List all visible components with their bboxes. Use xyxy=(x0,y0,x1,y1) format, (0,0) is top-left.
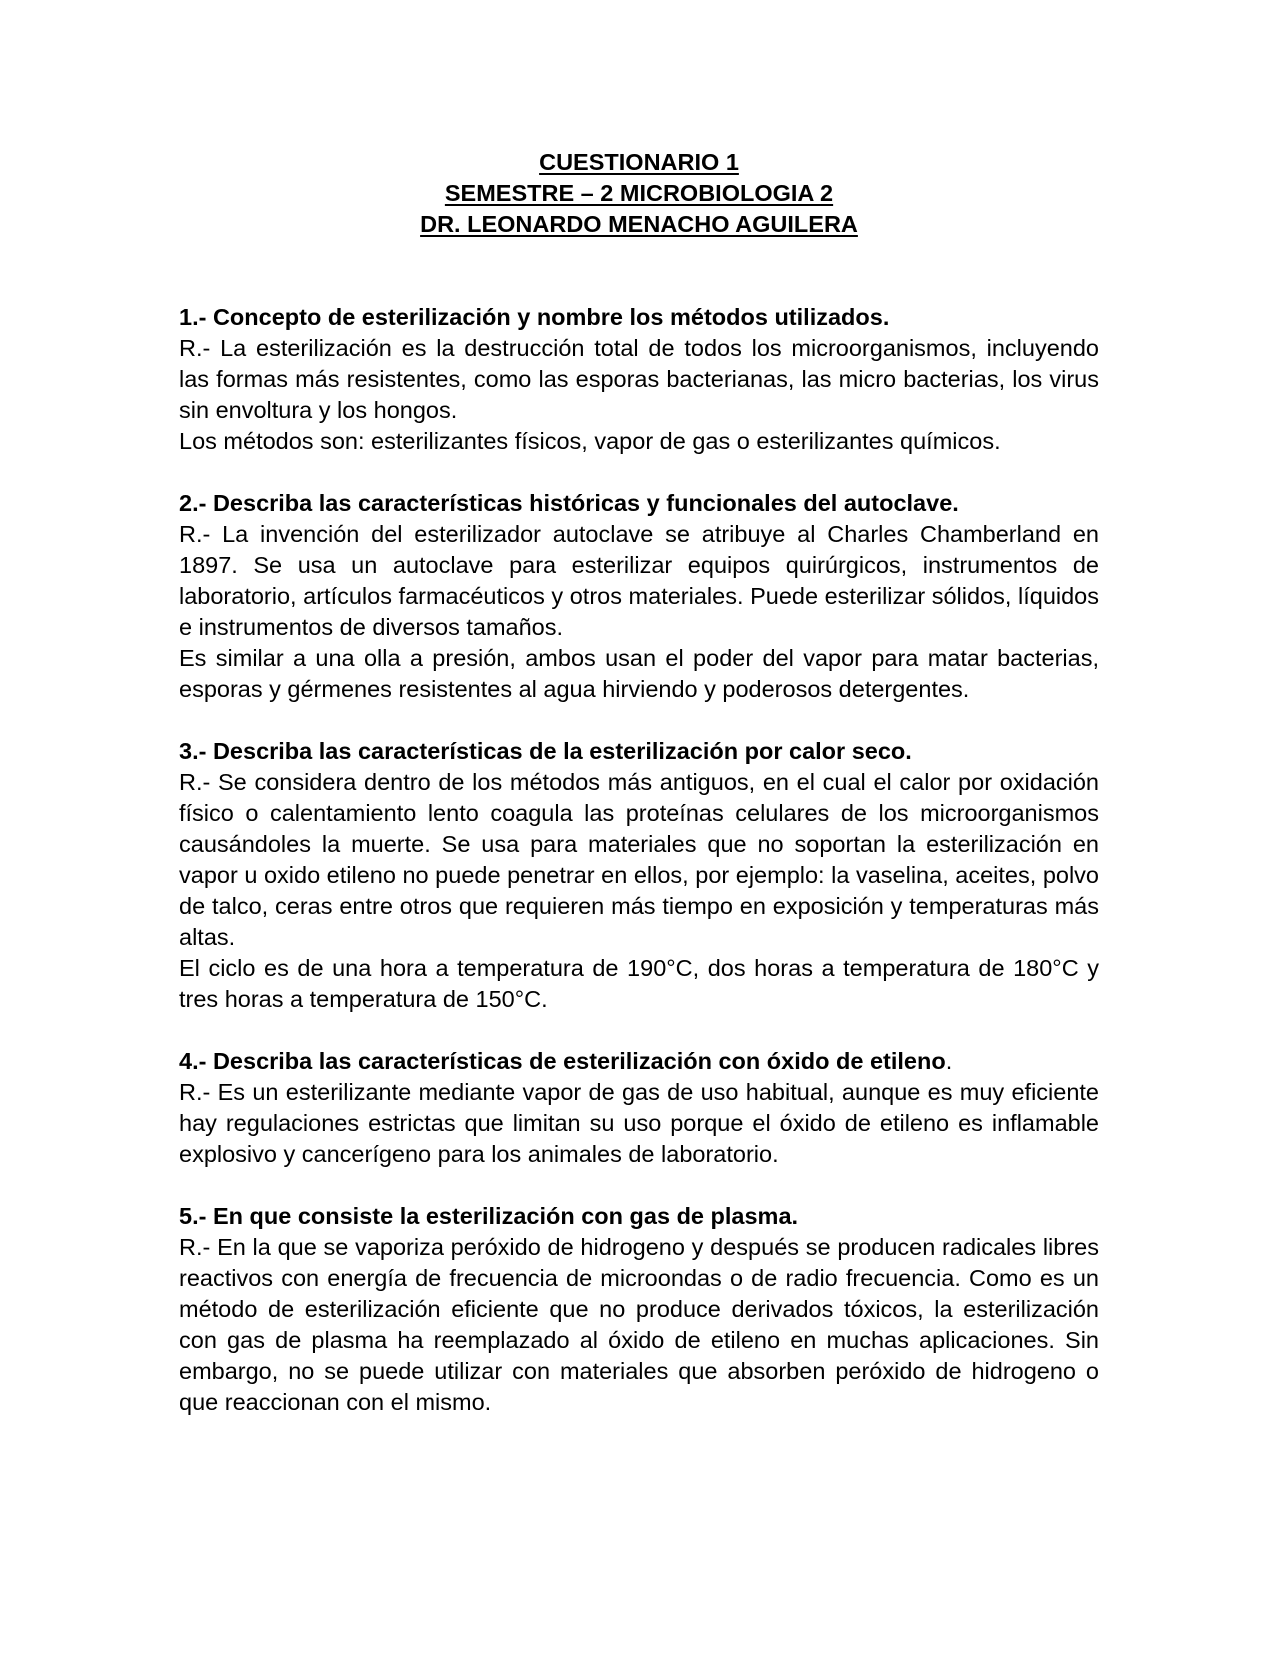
question-title: 4.- Describa las características de esterilización con óxido de etileno. xyxy=(179,1048,953,1074)
answer-paragraph: Es similar a una olla a presión, ambos usan el poder del vapor para matar bacterias, esporas y gérmenes resistentes al agua hirviendo y poderosos detergentes. xyxy=(179,645,1099,702)
answer-paragraph: Los métodos son: esterilizantes físicos, vapor de gas o esterilizantes químicos. xyxy=(179,428,1001,454)
question-1 xyxy=(179,302,1099,457)
question-5 xyxy=(179,1201,1099,1418)
header-professor: DR. LEONARDO MENACHO AGUILERA xyxy=(420,211,858,237)
header-subject: SEMESTRE – 2 MICROBIOLOGIA 2 xyxy=(444,180,834,206)
answer-paragraph: El ciclo es de una hora a temperatura de 190°C, dos horas a temperatura de 180°C y tres horas a temperatura de 150°C. xyxy=(179,955,1099,1012)
answer-paragraph: R.- Es un esterilizante mediante vapor de gas de uso habitual, aunque es muy eficiente hay regulaciones estrictas que limitan su uso porque el óxido de etileno es inflamable explosivo y cancerígeno para los animales de laboratorio. xyxy=(179,1079,1099,1167)
answer-paragraph: R.- Se considera dentro de los métodos más antiguos, en el cual el calor por oxidación físico o calentamiento lento coagula las proteínas celulares de los microorganismos causándoles la muerte. Se usa para materiales que no soportan la esterilización en vapor u oxido etileno no puede penetrar en ellos, por ejemplo: la vaselina, aceites, polvo de talco, ceras entre otros que requieren más tiempo en exposición y temperaturas más altas. xyxy=(179,769,1099,950)
question-4 xyxy=(179,1046,1099,1170)
question-title: 2.- Describa las características históricas y funcionales del autoclave. xyxy=(179,490,959,516)
question-title: 5.- En que consiste la esterilización con gas de plasma. xyxy=(179,1203,799,1229)
answer-paragraph: R.- La invención del esterilizador autoclave se atribuye al Charles Chamberland en 1897. Se usa un autoclave para esterilizar equipos quirúrgicos, instrumentos de laboratorio, artículos farmacéuticos y otros materiales. Puede esterilizar sólidos, líquidos e instrumentos de diversos tamaños. xyxy=(179,521,1099,640)
answer-paragraph: R.- La esterilización es la destrucción total de todos los microorganismos, incluyendo las formas más resistentes, como las esporas bacterianas, las micro bacterias, los virus sin envoltura y los hongos. xyxy=(179,335,1099,423)
question-title: 3.- Describa las características de la esterilización por calor seco. xyxy=(179,738,912,764)
answer-paragraph: R.- En la que se vaporiza peróxido de hidrogeno y después se producen radicales libres reactivos con energía de frecuencia de microondas o de radio frecuencia. Como es un método de esterilización eficiente que no produce derivados tóxicos, la esterilización con gas de plasma ha reemplazado al óxido de etileno en muchas aplicaciones. Sin embargo, no se puede utilizar con materiales que absorben peróxido de hidrogeno o que reaccionan con el mismo. xyxy=(179,1234,1099,1415)
question-2 xyxy=(179,488,1099,705)
question-3 xyxy=(179,736,1099,1015)
header-title: CUESTIONARIO 1 xyxy=(539,149,739,175)
document-header xyxy=(179,147,1099,240)
document-page xyxy=(179,147,1099,1449)
question-title: 1.- Concepto de esterilización y nombre los métodos utilizados. xyxy=(179,304,890,330)
